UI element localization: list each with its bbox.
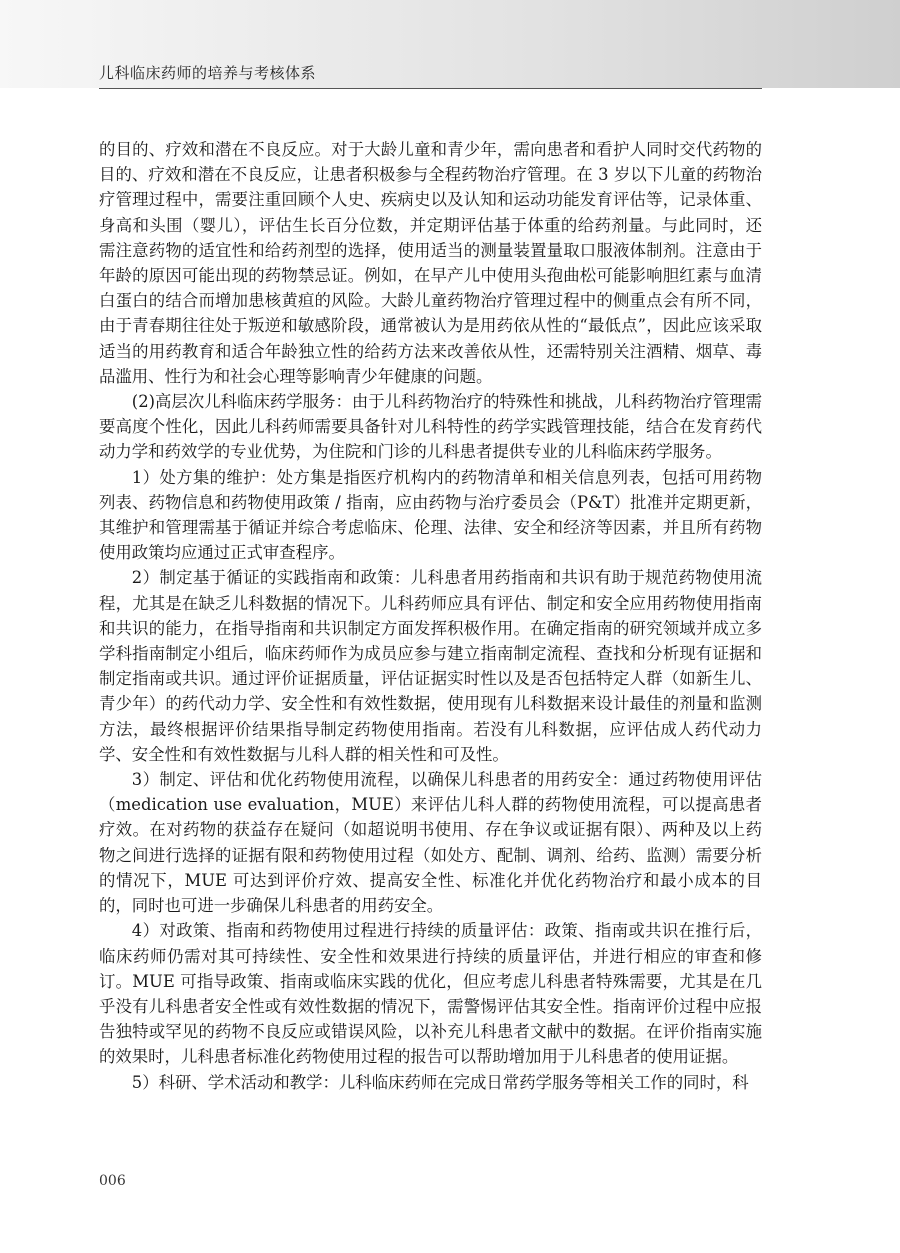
paragraph-continuation: 的目的、疗效和潜在不良反应。对于大龄儿童和青少年，需向患者和看护人同时交代药物的目的、疗效和潜在不良反应，让患者积极参与全程药物治疗管理。在 3 岁以下儿童的药物治疗管理过程中，需要注重回顾个人史、疾病史以及认知和运动功能发育评估等，记录体重、身高和头围（婴儿），评估生长百分位数，并定期评估基于体重的给药剂量。与此同时，还需注意药物的适宜性和给药剂型的选择，使用适当的测量装置量取口服液体制剂。注意由于年龄的原因可能出现的药物禁忌证。例如，在早产儿中使用头孢曲松可能影响胆红素与血清白蛋白的结合而增加患核黄疸的风险。大龄儿童药物治疗管理过程中的侧重点会有所不同，由于青春期往往处于叛逆和敏感阶段，通常被认为是用药依从性的“最低点”，因此应该采取适当的用药教育和适合年龄独立性的给药方法来改善依从性，还需特别关注酒精、烟草、毒品滥用、性行为和社会心理等影响青少年健康的问题。	[99, 140, 762, 386]
paragraph-medication-use: 3）制定、评估和优化药物使用流程，以确保儿科患者的用药安全：通过药物使用评估（medication use evaluation，MUE）来评估儿科人群的药物使用流程，可以提高患者疗效。在对药物的获益存在疑问（如超说明书使用、存在争议或证据有限）、两种及以上药物之间进行选择的证据有限和药物使用过程（如处方、配制、调剂、给药、监测）需要分析的情况下，MUE 可达到评价疗效、提高安全性、标准化并优化药物治疗和最小成本的目的，同时也可进一步确保儿科患者的用药安全。	[99, 770, 762, 916]
body-text	[99, 137, 762, 1095]
paragraph-formulary: 1）处方集的维护：处方集是指医疗机构内的药物清单和相关信息列表，包括可用药物列表、药物信息和药物使用政策 / 指南，应由药物与治疗委员会（P&T）批准并定期更新，其维护和管理需基于循证并综合考虑临床、伦理、法律、安全和经济等因素，并且所有药物使用政策均应通过正式审查程序。	[99, 467, 762, 563]
paragraph-quality-assessment: 4）对政策、指南和药物使用过程进行持续的质量评估：政策、指南或共识在推行后，临床药师仍需对其可持续性、安全性和效果进行持续的质量评估，并进行相应的审查和修订。MUE 可指导政策、指南或临床实践的优化，但应考虑儿科患者特殊需要，尤其是在几乎没有儿科患者安全性或有效性数据的情况下，需警惕评估其安全性。指南评价过程中应报告独特或罕见的药物不良反应或错误风险，以补充儿科患者文献中的数据。在评价指南实施的效果时，儿科患者标准化药物使用过程的报告可以帮助增加用于儿科患者的使用证据。	[99, 921, 762, 1067]
paragraph-guidelines: 2）制定基于循证的实践指南和政策：儿科患者用药指南和共识有助于规范药物使用流程，尤其是在缺乏儿科数据的情况下。儿科药师应具有评估、制定和安全应用药物使用指南和共识的能力，在指导指南和共识制定方面发挥积极作用。在确定指南的研究领域并成立多学科指南制定小组后，临床药师作为成员应参与建立指南制定流程、查找和分析现有证据和制定指南或共识。通过评价证据质量，评估证据实时性以及是否包括特定人群（如新生儿、青少年）的药代动力学、安全性和有效性数据，使用现有儿科数据来设计最佳的剂量和监测方法，最终根据评价结果指导制定药物使用指南。若没有儿科数据，应评估成人药代动力学、安全性和有效性数据与儿科人群的相关性和可及性。	[99, 568, 762, 764]
paragraph-research: 5）科研、学术活动和教学：儿科临床药师在完成日常药学服务等相关工作的同时，科	[131, 1072, 749, 1092]
page-number: 006	[99, 1173, 126, 1189]
running-head-title: 儿科临床药师的培养与考核体系	[99, 64, 317, 82]
paragraph-advanced-services: (2)高层次儿科临床药学服务：由于儿科药物治疗的特殊性和挑战，儿科药物治疗管理需要高度个性化，因此儿科药师需要具备针对儿科特性的药学实践管理技能，结合在发育药代动力学和药效学的专业优势，为住院和门诊的儿科患者提供专业的儿科临床药学服务。	[99, 392, 762, 462]
header-rule	[99, 88, 762, 89]
